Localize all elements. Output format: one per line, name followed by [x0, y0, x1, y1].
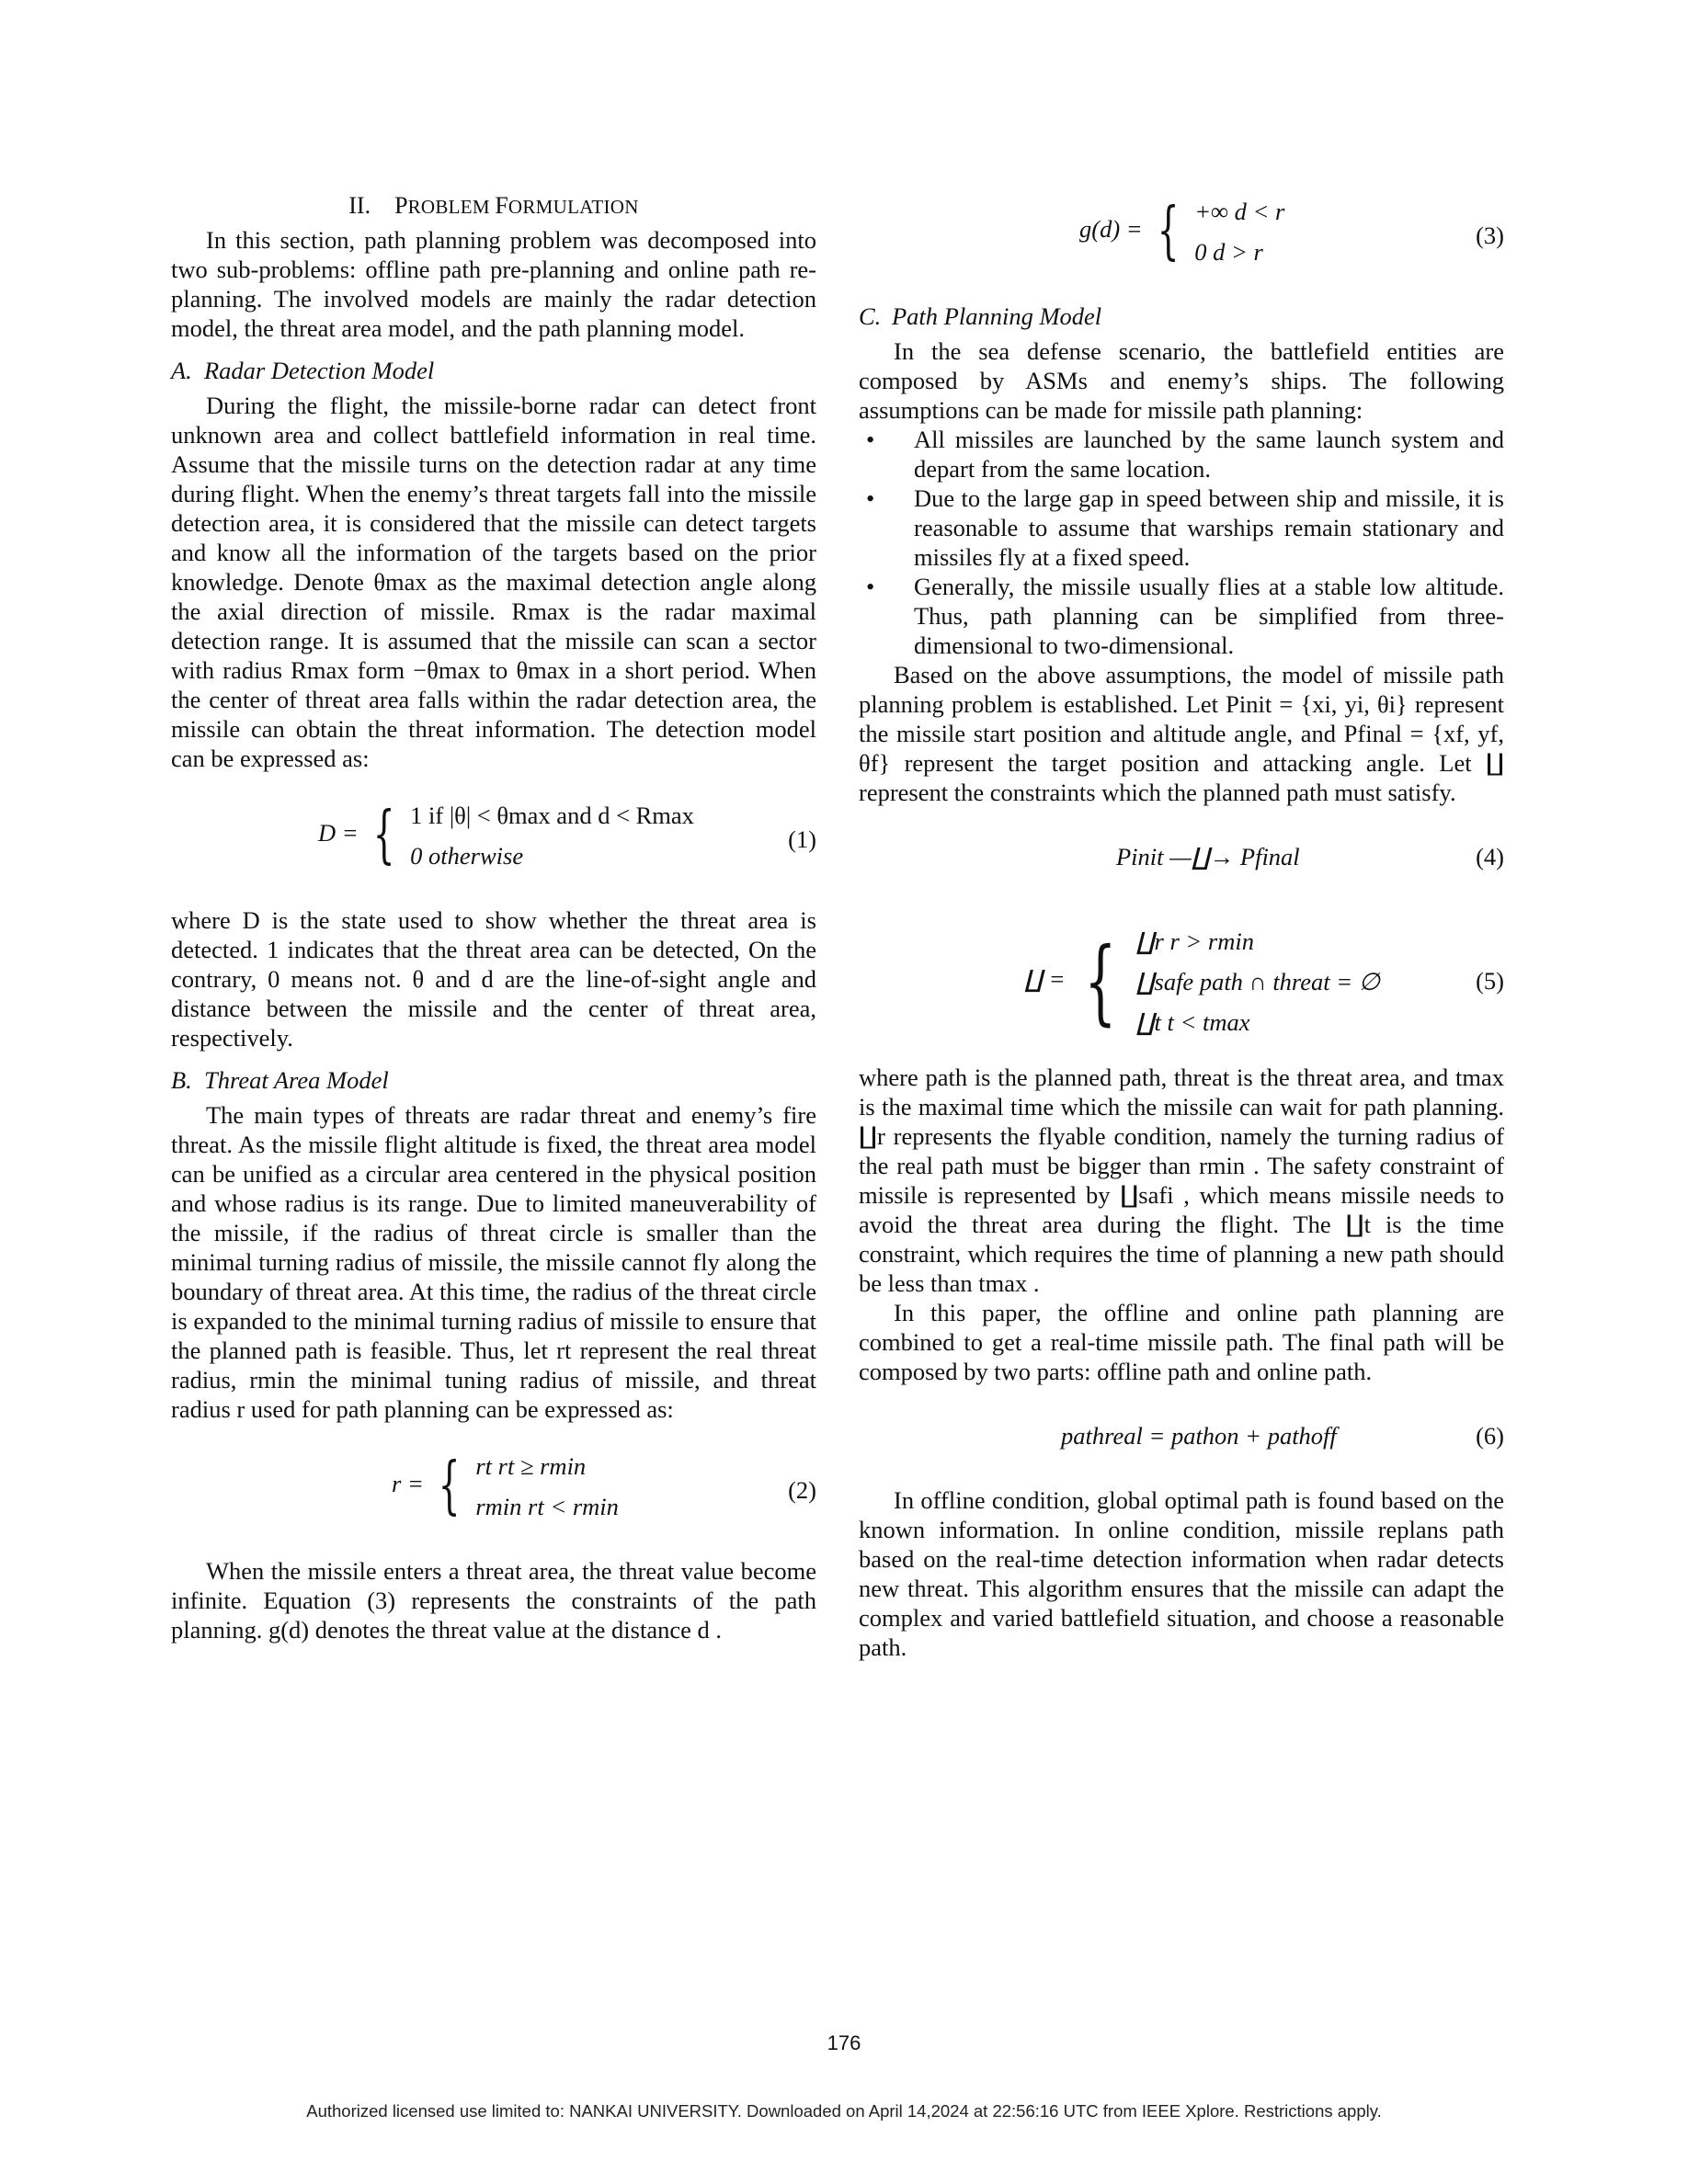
equation-1-case-1: 1 if |θ| < θmax and d < Rmax	[410, 802, 694, 829]
equation-3-lhs: g(d) =	[1079, 215, 1143, 244]
equation-5	[859, 921, 1504, 1041]
section-numeral: II.	[348, 192, 371, 219]
equation-4-number: (4)	[1476, 843, 1504, 870]
right-column	[859, 191, 1504, 1662]
assumption-item: • Generally, the missile usually flies at a stable low altitude. Thus, path planning can be simplified from three-dimensional to two-dimensional.	[914, 572, 1504, 660]
equation-5-lhs: ∐ =	[1024, 965, 1066, 994]
subsection-a-number: A.	[171, 357, 192, 384]
assumption-list	[859, 425, 1504, 660]
threat-paragraph-1: The main types of threats are radar threat and enemy’s fire threat. As the missile flight altitude is fixed, the threat area model can be unified as a circular area centered in the physical position and whose radius is its range. Due to limited maneuverability of the missile, if the radius of threat circle is smaller than the minimal turning radius of missile, the missile cannot fly along the boundary of threat area. At this time, the radius of the threat circle is expanded to the minimal turning radius of missile to ensure that the planned path is feasible. Thus, let rt represent the real threat radius, rmin the minimal tuning radius of missile, and threat radius r used for path planning can be expressed as:	[171, 1101, 816, 1423]
equation-6	[859, 1408, 1504, 1463]
equation-1-lhs: D =	[318, 819, 359, 847]
equation-5-case-1: ∐r r > rmin	[1135, 927, 1254, 955]
equation-3-number: (3)	[1476, 222, 1504, 249]
threat-paragraph-2: When the missile enters a threat area, the threat value become infinite. Equation (3) represents the constraints of the path planning. g(d) denotes the threat value at the distance d .	[171, 1557, 816, 1644]
assumption-item: • All missiles are launched by the same launch system and depart from the same location.	[914, 425, 1504, 483]
path-model-paragraph-5: In offline condition, global optimal path is found based on the known information. In online condition, missile replans path based on the real-time detection information when radar detects new threat. This algorithm ensures that the missile can adapt the complex and varied battlefield situation, and choose a reasonable path.	[859, 1486, 1504, 1661]
equation-1-number: (1)	[788, 825, 816, 853]
subsection-b-title: Threat Area Model	[204, 1066, 389, 1094]
subsection-c-number: C.	[859, 302, 882, 330]
subsection-c-title: Path Planning Model	[892, 302, 1102, 330]
equation-2-case-1: rt rt ≥ rmin	[475, 1452, 587, 1480]
license-footer: Authorized licensed use limited to: NANKAI UNIVERSITY. Downloaded on April 14,2024 at 22:56:16 UTC from IEEE Xplore. Restrictions apply.	[306, 2101, 1382, 2121]
page-number: 176	[827, 2031, 861, 2054]
equation-3	[859, 191, 1504, 279]
subsection-a-heading	[171, 356, 816, 385]
left-column	[171, 191, 816, 1644]
subsection-b-number: B.	[171, 1066, 192, 1094]
section-title-initial-f: F	[495, 192, 508, 219]
equation-1-case-2: 0 otherwise	[410, 842, 524, 870]
equation-1-brace: {	[373, 799, 395, 871]
equation-5-brace: {	[1084, 927, 1117, 1035]
equation-2	[171, 1446, 816, 1534]
section-title-initial-p: P	[394, 192, 408, 219]
equation-6-body: pathreal = pathon + pathoff	[1061, 1422, 1337, 1450]
radar-paragraph-1: During the flight, the missile-borne radar can detect front unknown area and collect battlefield information in real time. Assume that the missile turns on the detection radar at any time during flight. When the enemy’s threat targets fall into the missile detection area, it is considered that the missile can detect targets and know all the information of the targets based on the prior knowledge. Denote θmax as the maximal detection angle along the axial direction of missile. Rmax is the radar maximal detection range. It is assumed that the missile can scan a sector with radius Rmax form −θmax to θmax in a short period. When the center of threat area falls within the radar detection area, the missile can obtain the threat information. The detection model can be expressed as:	[171, 392, 816, 772]
equation-2-brace: {	[439, 1450, 461, 1522]
section-title-part-2: ORMULATION	[508, 196, 639, 218]
section-title-part-1: ROBLEM	[407, 196, 496, 218]
equation-5-case-2: ∐safe path ∩ threat = ∅	[1135, 968, 1380, 995]
subsection-b-heading	[171, 1065, 816, 1095]
equation-2-lhs: r =	[392, 1470, 424, 1498]
intro-paragraph: In this section, path planning problem was decomposed into two sub-problems: offline path pre-planning and online path re-planning. The involved models are mainly the radar detection model, the threat area model, and the path planning model.	[171, 226, 816, 342]
equation-4	[859, 829, 1504, 884]
equation-2-case-2: rmin rt < rmin	[475, 1493, 619, 1520]
equation-4-body: Pinit —∐→ Pfinal	[1116, 843, 1300, 870]
path-model-paragraph-4: In this paper, the offline and online path planning are combined to get a real-time missile path. The final path will be composed by two parts: offline path and online path.	[859, 1299, 1504, 1385]
equation-5-number: (5)	[1476, 967, 1504, 995]
equation-1	[171, 795, 816, 883]
path-model-paragraph-1: In the sea defense scenario, the battlefield entities are composed by ASMs and enemy’s ships. The following assumptions can be made for missile path planning:	[859, 337, 1504, 424]
equation-3-brace: {	[1158, 195, 1180, 267]
radar-paragraph-2: where D is the state used to show whether the threat area is detected. 1 indicates that the threat area can be detected, On the contrary, 0 means not. θ and d are the line-of-sight angle and distance between the missile and the center of threat area, respectively.	[171, 906, 816, 1052]
equation-5-case-3: ∐t t < tmax	[1135, 1008, 1250, 1036]
section-heading	[171, 191, 816, 222]
subsection-c-heading	[859, 301, 1504, 331]
equation-3-case-2: 0 d > r	[1194, 238, 1263, 266]
subsection-a-title: Radar Detection Model	[204, 357, 435, 384]
assumption-item: • Due to the large gap in speed between ship and missile, it is reasonable to assume that warships remain stationary and missiles fly at a fixed speed.	[914, 483, 1504, 572]
path-model-paragraph-2: Based on the above assumptions, the model of missile path planning problem is established. Let Pinit = {xi, yi, θi} represent the missile start position and altitude angle, and Pfinal = {xf, yf, θf} represent the target position and attacking angle. Let ∐ represent the constraints which the planned path must satisfy.	[859, 661, 1504, 806]
equation-2-number: (2)	[788, 1476, 816, 1504]
equation-6-number: (6)	[1476, 1422, 1504, 1450]
equation-3-case-1: +∞ d < r	[1194, 198, 1285, 225]
path-model-paragraph-3: where path is the planned path, threat is the threat area, and tmax is the maximal time which the missile can wait for path planning. ∐r represents the flyable condition, namely the turning radius of the real path must be bigger than rmin . The safety constraint of missile is represented by ∐safi , which means missile needs to avoid the threat area during the flight. The ∐t is the time constraint, which requires the time of planning a new path should be less than tmax .	[859, 1064, 1504, 1297]
